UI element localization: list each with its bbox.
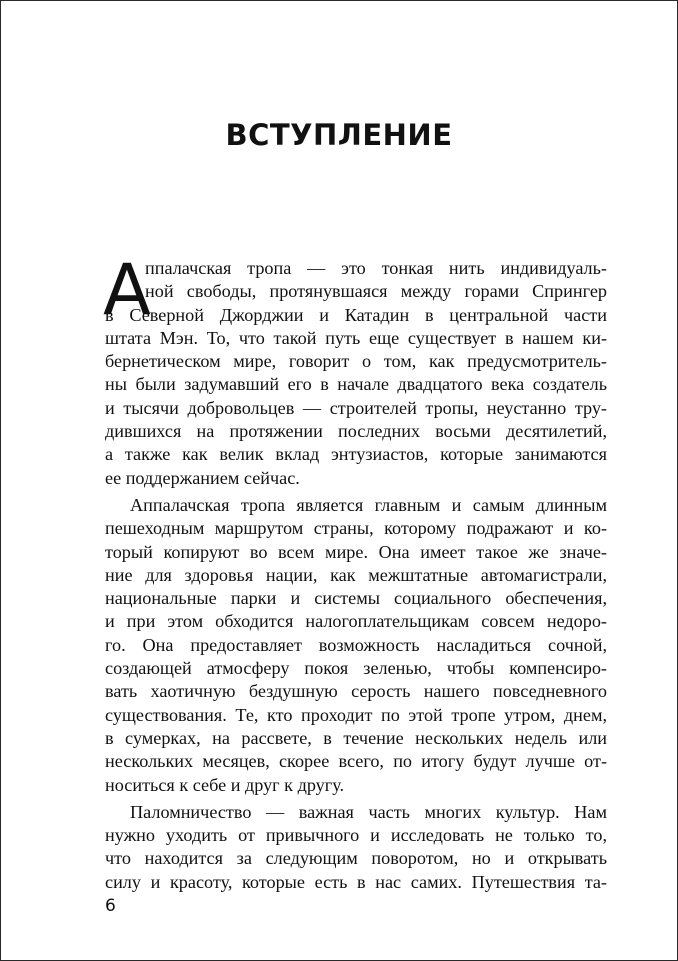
text-line: Паломничество — важная часть многих культур. Нам <box>130 801 607 822</box>
text-line: в Северной Джорджии и Катадин в центральной части <box>105 304 607 325</box>
drop-cap: А <box>103 249 151 331</box>
text-line: торый копируют во всем мире. Она имеет такое же значе- <box>105 541 607 562</box>
text-line: ны были задумавший его в начале двадцатого века создатель <box>105 374 607 395</box>
paragraph-3 <box>105 801 607 894</box>
text-line: бернетическом мире, говорит о том, как предусмотритель- <box>105 351 607 372</box>
text-line: и при этом обходится налогоплательщикам совсем недоро- <box>105 611 607 632</box>
text-line: а также как велик вклад энтузиастов, которые занимаются <box>105 444 607 465</box>
text-line: вать хаотичную бездушную серость нашего повседневного <box>105 681 607 702</box>
paragraph-2 <box>105 494 607 797</box>
body-text <box>103 249 607 894</box>
text-line: го. Она предоставляет возможность насладиться сочной, <box>105 634 607 655</box>
text-line: нужно уходить от привычного и исследовать не только то, <box>105 825 607 846</box>
text-line: национальные парки и системы социального обеспечения, <box>105 588 607 609</box>
chapter-title: ВСТУПЛЕНИЕ <box>225 118 453 152</box>
text-line: ее поддержанием сейчас. <box>105 467 300 488</box>
text-line: в сумерках, на рассвете, в течение нескольких недель или <box>105 727 607 748</box>
text-line: штата Мэн. То, что такой путь еще существует в нашем ки- <box>105 327 607 348</box>
text-line: создающей атмосферу покоя зеленью, чтобы компенсиро- <box>105 658 607 679</box>
paragraph-1 <box>103 249 607 490</box>
text-line: Аппалачская тропа является главным и самым длинным <box>130 494 607 515</box>
text-line: ние для здоровья нации, как межштатные автомагистрали, <box>105 564 607 585</box>
page-number: 6 <box>105 896 116 916</box>
text-line: носиться к себе и друг к другу. <box>105 774 345 795</box>
text-line: ппалачская тропа — это тонкая нить индивидуаль- <box>145 258 607 278</box>
text-line: пешеходным маршрутом страны, которому подражают и ко- <box>105 518 607 539</box>
text-line: что находится за следующим поворотом, но и открывать <box>105 848 607 869</box>
text-line: нескольких месяцев, скорее всего, по итогу будут лучше от- <box>105 751 607 772</box>
text-line: дившихся на протяжении последних восьми десятилетий, <box>105 421 607 442</box>
text-line: существования. Те, кто проходит по этой тропе утром, днем, <box>105 704 607 725</box>
text-line: силу и красоту, которые есть в нас самих. Путешествия та- <box>105 871 607 892</box>
text-line: и тысячи добровольцев — строителей тропы, неустанно тру- <box>105 397 607 418</box>
text-line: ной свободы, протянувшаяся между горами Спрингер <box>145 281 607 302</box>
